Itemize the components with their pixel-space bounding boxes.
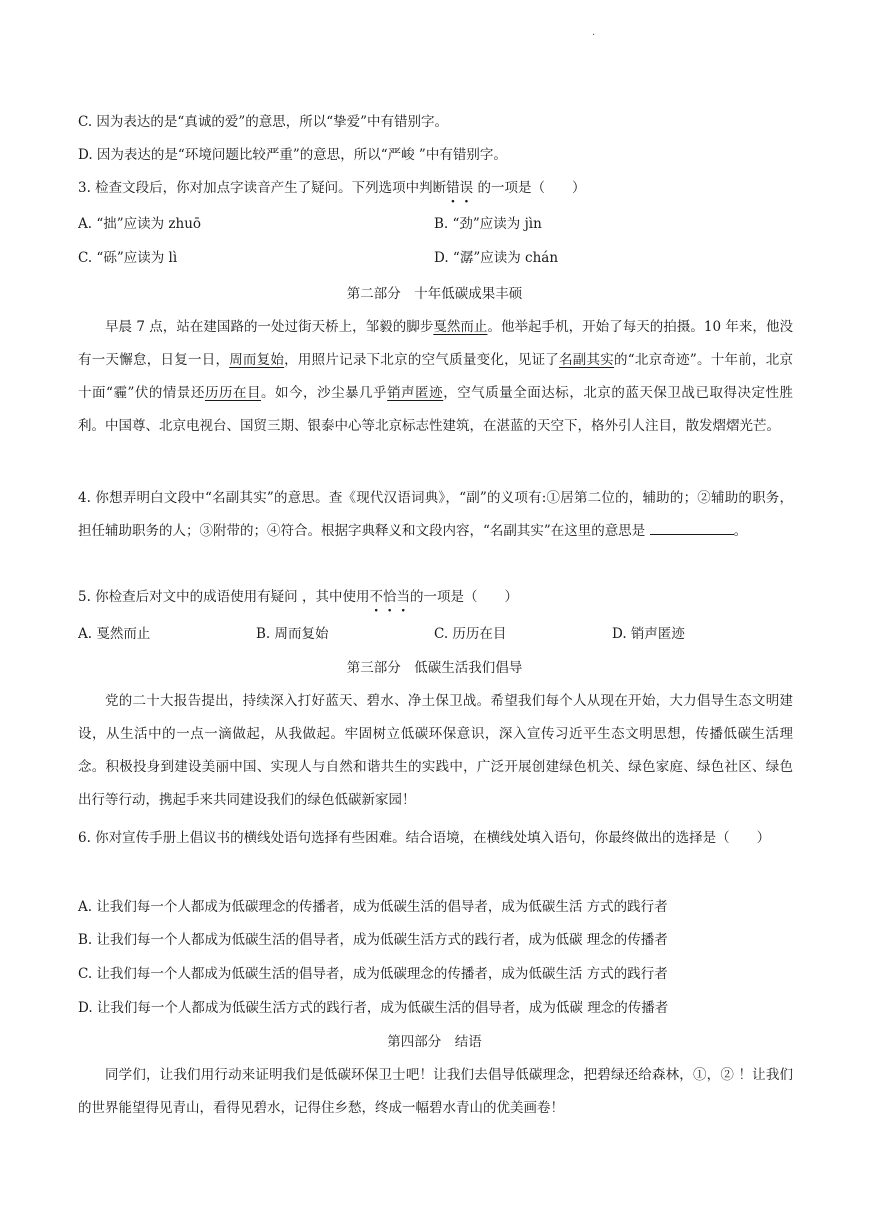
part2-text-5: 。如今，沙尘暴几乎: [261, 385, 388, 401]
q5-dotted-char-2: 恰: [382, 589, 397, 605]
part2-text-2: 。他举起手机，开始了每天的拍摄。10 年来，他没有一天懈怠，日复一日，: [78, 319, 793, 368]
q5-dotted-char-3: 当: [396, 589, 410, 605]
q3-stem-part-b: 的一项是（ ）: [473, 180, 586, 196]
q3-dotted-char-1: 错: [446, 180, 460, 196]
part2-text-4: 的“北京奇迹”。十年前，北京十面“霾”伏的情景还: [78, 352, 794, 401]
idiom-xiaoshengniji: 销声匿迹: [387, 385, 444, 401]
q5-stem-part-a: 5. 你检查后对文中的成语使用有疑问 ，其中使用: [78, 589, 370, 605]
part4-heading: 第四部分 结语: [387, 1034, 482, 1050]
q3-option-a: A. “拙”应读为 zhuō: [78, 216, 202, 232]
q3-option-b: B. “劲”应读为 jìn: [434, 216, 542, 232]
q6-option-b: B. 让我们每一个人都成为低碳生活的倡导者，成为低碳生活方式的践行者，成为低碳 理念的传播者: [78, 932, 668, 948]
q5-stem-part-b: 的一项是（ ）: [409, 589, 518, 605]
part2-text-1: 早晨 7 点，站在建国路的一处过街天桥上，邹毅的脚步: [105, 319, 434, 335]
q6-option-c: C. 让我们每一个人都成为低碳生活的倡导者，成为低碳理念的传播者，成为低碳生活 方式的践行者: [78, 966, 668, 982]
top-mark: ·: [592, 30, 596, 41]
part4-paragraph: 同学们，让我们用行动来证明我们是低碳环保卫士吧！让我们去倡导低碳理念，把碧绿还给森林，①，② ！让我们的世界能望得见青山，看得见碧水，记得住乡愁，终成一幅碧水青山的优美画卷！: [78, 1067, 793, 1116]
q6-option-a: A. 让我们每一个人都成为低碳理念的传播者，成为低碳生活的倡导者，成为低碳生活 方式的践行者: [78, 899, 668, 915]
q5-option-c: C. 历历在目: [434, 626, 507, 642]
q5-stem: [78, 587, 518, 607]
q5-option-d: D. 销声匿迹: [612, 626, 685, 642]
q5-option-a: A. 戛然而止: [78, 626, 151, 642]
q3-option-d: D. “潺”应读为 chán: [434, 250, 559, 266]
q5-dotted-char-1: 不: [369, 589, 383, 605]
q3-stem: [78, 178, 585, 198]
q3-dotted-char-2: 误: [459, 180, 474, 196]
q4-text: 4. 你想弄明白文段中“名副其实”的意思。查《现代汉语词典》，“副”的义项有:①居第二位的，辅助的；②辅助的职务，担任辅助职务的人；③附带的；④符合。根据字典释义和文段内容，“名副其实”在这里的意思是: [78, 490, 793, 539]
q3-stem-part-a: 3. 检查文段后，你对加点字读音产生了疑问。下列选项中判断: [78, 180, 447, 196]
idiom-zhouerfushi: 周而复始: [229, 352, 285, 368]
q4-tail: 。: [733, 523, 748, 539]
idiom-mingfuqishi: 名副其实: [559, 352, 615, 368]
part2-text-3: ，用照片记录下北京的空气质量变化，见证了: [284, 352, 560, 368]
q2-option-d: D. 因为表达的是“环境问题比较严重”的意思，所以“严峻 ”中有错别字。: [78, 147, 507, 163]
q4-answer-blank[interactable]: [650, 522, 734, 535]
q4: [78, 482, 793, 548]
q6-option-d: D. 让我们每一个人都成为低碳生活方式的践行者，成为低碳生活的倡导者，成为低碳 理念的传播者: [78, 1000, 669, 1016]
q6-stem: 6. 你对宣传手册上倡议书的横线处语句选择有些困难。结合语境，在横线处填入语句，你最终做出的选择是（ ）: [78, 830, 771, 846]
q5-option-b: B. 周而复始: [256, 626, 329, 642]
part2-heading: 第二部分 十年低碳成果丰硕: [346, 286, 523, 302]
q3-option-c: C. “砾”应读为 lì: [78, 250, 178, 266]
part3-paragraph: 党的二十大报告提出，持续深入打好蓝天、碧水、净土保卫战。希望我们每个人从现在开始，大力倡导生态文明建设，从生活中的一点一滴做起，从我做起。牢固树立低碳环保意识，深入宣传习近平生态文明思想，传播低碳生活理念。积极投身到建设美丽中国、实现人与自然和谐共生的实践中，广泛开展创建绿色机关、绿色家庭、绿色社区、绿色出行等行动，携起手来共同建设我们的绿色低碳新家园！: [78, 693, 793, 808]
part3-heading: 第三部分 低碳生活我们倡导: [346, 660, 523, 676]
idiom-jiaranerzhi: 戛然而止: [433, 319, 488, 335]
part2-paragraph: [78, 311, 793, 443]
q2-option-c: C. 因为表达的是“真诚的爱”的意思，所以“挚爱”中有错别字。: [78, 114, 449, 130]
idiom-lilizaimu: 历历在目: [204, 385, 262, 401]
part2-text-6: ，空气质量全面达标，北京的蓝天保卫战已取得决定性胜利。中国尊、北京电视台、国贸三期、银泰中心等北京标志性建筑，在湛蓝的天空下，格外引人注目，散发熠熠光芒。: [78, 385, 794, 434]
